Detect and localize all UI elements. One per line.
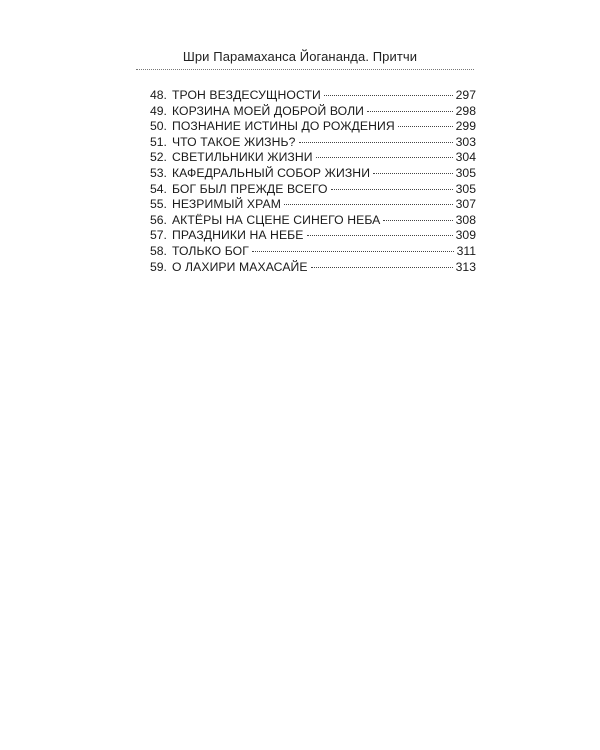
toc-entry (150, 119, 476, 135)
toc-entry-number: 52. (150, 150, 167, 165)
toc-entry-page: 299 (455, 119, 476, 134)
toc-entry (150, 150, 476, 166)
toc-dot-leader (324, 95, 453, 96)
toc-entry-title: КОРЗИНА МОЕЙ ДОБРОЙ ВОЛИ (171, 103, 365, 118)
toc-entry-title: АКТЁРЫ НА СЦЕНЕ СИНЕГО НЕБА (171, 212, 381, 227)
toc-entry (150, 135, 476, 151)
toc-dot-leader (331, 189, 453, 190)
toc-entry-page: 305 (455, 165, 476, 180)
toc-entry-page: 309 (455, 228, 476, 243)
toc-dot-leader (307, 235, 453, 236)
toc-entry-number: 59. (150, 259, 167, 274)
toc-entry-number: 48. (150, 88, 167, 102)
toc-dot-leader (316, 157, 453, 158)
toc-dot-leader (398, 126, 453, 127)
toc-entry-page: 308 (455, 212, 476, 227)
running-header: Шри Парамаханса Йогананда. Притчи (182, 49, 418, 64)
toc-entry-page: 304 (455, 150, 476, 165)
toc-entry (150, 197, 476, 213)
toc-entry-page: 307 (455, 197, 476, 212)
toc-entry-title: СВЕТИЛЬНИКИ ЖИЗНИ (171, 150, 313, 165)
toc-entry-page: 311 (456, 243, 476, 258)
toc-entry (150, 88, 476, 104)
toc-entry-title: ТРОН ВЕЗДЕСУЩНОСТИ (171, 88, 321, 102)
toc-entry-number: 50. (150, 119, 167, 134)
toc-entry-page: 305 (455, 181, 476, 196)
toc-entry-page: 297 (455, 88, 476, 102)
toc-entry-number: 54. (150, 181, 167, 196)
toc-dot-leader (311, 267, 453, 268)
toc-entry (150, 182, 476, 198)
toc-entry (150, 213, 476, 229)
toc-entry-number: 53. (150, 165, 167, 180)
toc-entry (150, 166, 476, 182)
toc-entry-title: О ЛАХИРИ МАХАСАЙЕ (171, 259, 308, 274)
toc-entry-number: 55. (150, 197, 167, 212)
toc-entry-title: НЕЗРИМЫЙ ХРАМ (171, 197, 281, 212)
toc-entry (150, 260, 476, 276)
toc-entry-title: БОГ БЫЛ ПРЕЖДЕ ВСЕГО (171, 181, 328, 196)
toc-entry-number: 56. (150, 212, 167, 227)
toc-entry-title: ТОЛЬКО БОГ (171, 243, 249, 258)
toc-entry-title: ЧТО ТАКОЕ ЖИЗНЬ? (171, 134, 296, 149)
toc-dot-leader (383, 220, 452, 221)
toc-dot-leader (367, 111, 453, 112)
toc-entry-page: 298 (455, 103, 476, 118)
toc-entry-page: 303 (455, 134, 476, 149)
toc-entry (150, 104, 476, 120)
header-divider (136, 69, 474, 70)
toc-entry-number: 49. (150, 103, 167, 118)
toc-dot-leader (252, 251, 454, 252)
toc-entry (150, 228, 476, 244)
toc-entry-number: 51. (150, 134, 167, 149)
table-of-contents (150, 88, 476, 275)
toc-entry-title: КАФЕДРАЛЬНЫЙ СОБОР ЖИЗНИ (171, 165, 371, 180)
toc-entry-page: 313 (455, 259, 476, 274)
toc-entry-number: 57. (150, 228, 167, 243)
toc-entry-number: 58. (150, 243, 167, 258)
toc-entry-title: ПОЗНАНИЕ ИСТИНЫ ДО РОЖДЕНИЯ (171, 119, 395, 134)
toc-dot-leader (373, 173, 453, 174)
toc-dot-leader (284, 204, 453, 205)
toc-dot-leader (299, 142, 453, 143)
toc-entry (150, 244, 476, 260)
toc-entry-title: ПРАЗДНИКИ НА НЕБЕ (171, 228, 304, 243)
